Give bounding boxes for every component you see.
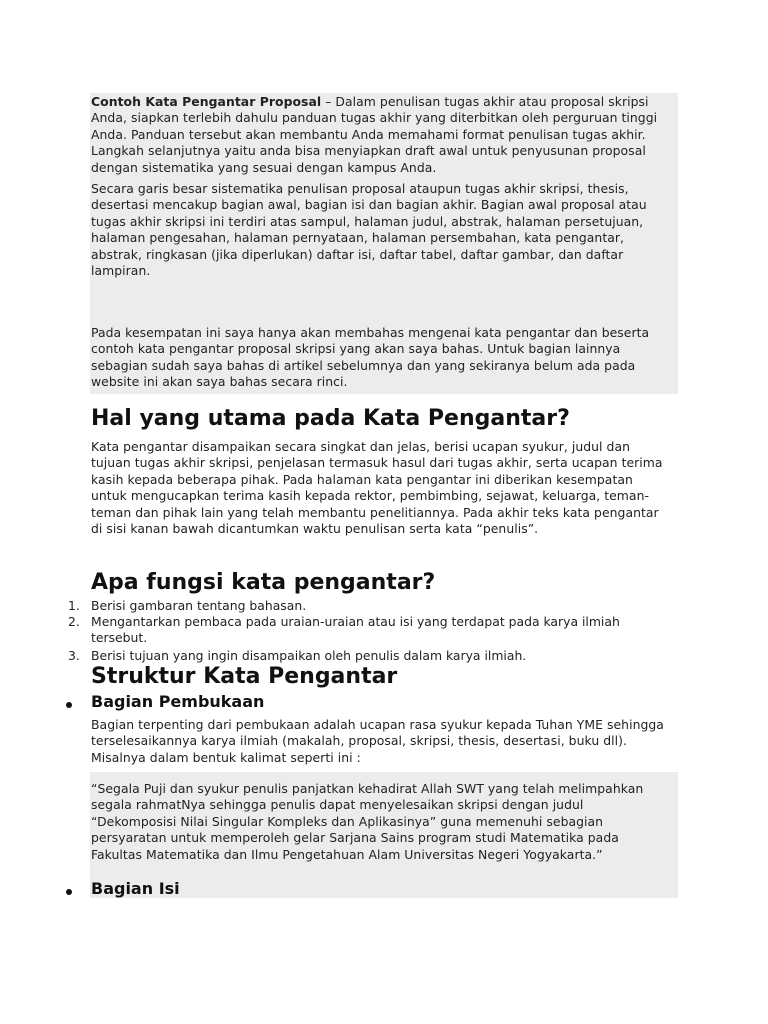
section-heading-hal-utama: Hal yang utama pada Kata Pengantar? [91, 406, 570, 431]
bullet-icon [66, 702, 72, 708]
example-quote: “Segala Puji dan syukur penulis panjatkan kehadirat Allah SWT yang telah melimpahkan segala rahmatNya sehingga penulis dapat menyelesaikan skripsi dengan judul “Dekomposisi Nilai Singular Kompleks dan Aplikasinya” guna memenuhi sebagian persyaratan untuk memperoleh gelar Sarjana Sains program studi Matematika pada Fakultas Matematika dan Ilmu Pengetahuan Alam Universitas Negeri Yogyakarta.” [91, 781, 644, 862]
intro-paragraph-2: Secara garis besar sistematika penulisan proposal ataupun tugas akhir skripsi, thesis, desertasi mencakup bagian awal, bagian isi dan bagian akhir. Bagian awal proposal atau tugas akhir skripsi ini terdiri atas sampul, halaman judul, abstrak, halaman persetujuan, halaman pengesahan, halaman pernyataan, halaman persembahan, kata pengantar, abstrak, ringkasan (jika diperlukan) daftar isi, daftar tabel, daftar gambar, dan daftar lampiran. [91, 181, 647, 279]
list-number: 1. [68, 598, 80, 613]
list-item: Berisi tujuan yang ingin disampaikan oleh penulis dalam karya ilmiah. [91, 648, 527, 663]
section-heading-struktur: Struktur Kata Pengantar [91, 664, 398, 689]
list-number: 3. [68, 648, 80, 663]
lead-title: Contoh Kata Pengantar Proposal [91, 94, 322, 109]
section-heading-fungsi: Apa fungsi kata pengantar? [91, 570, 436, 595]
intro-lead-text: – Dalam penulisan tugas akhir atau proposal skripsi Anda, siapkan terlebih dahulu panduan tugas akhir yang diterbitkan oleh perguruan tinggi Anda. Panduan tersebut akan membantu Anda memahami format penulisan tugas akhir. Langkah selanjutnya yaitu anda bisa menyiapkan draft awal untuk penyusunan proposal dengan sistematika yang sesuai dengan kampus Anda. [91, 94, 658, 175]
list-number: 2. [68, 614, 80, 629]
pembukaan-body: Bagian terpenting dari pembukaan adalah ucapan rasa syukur kepada Tuhan YME sehingga terselesaikannya karya ilmiah (makalah, proposal, skripsi, thesis, desertasi, buku dll). Misalnya dalam bentuk kalimat seperti ini : [91, 717, 664, 765]
list-item: Mengantarkan pembaca pada uraian-uraian atau isi yang terdapat pada karya ilmiah tersebut. [91, 614, 620, 646]
intro-paragraph-1 [91, 94, 671, 176]
subheading-isi: Bagian Isi [91, 879, 180, 898]
intro-paragraph-3: Pada kesempatan ini saya hanya akan membahas mengenai kata pengantar dan beserta contoh kata pengantar proposal skripsi yang akan saya bahas. Untuk bagian lainnya sebagian sudah saya bahas di artikel sebelumnya dan yang sekiranya belum ada pada website ini akan saya bahas secara rinci. [91, 325, 650, 390]
subheading-pembukaan: Bagian Pembukaan [91, 692, 265, 711]
section1-body: Kata pengantar disampaikan secara singkat dan jelas, berisi ucapan syukur, judul dan tujuan tugas akhir skripsi, penjelasan termasuk hasul dari tugas akhir, serta ucapan terima kasih kepada beberapa pihak. Pada halaman kata pengantar ini diberikan kesempatan untuk mengucapkan terima kasih kepada rektor, pembimbing, sejawat, keluarga, teman-teman dan pihak lain yang telah membantu penelitiannya. Pada akhir teks kata pengantar di sisi kanan bawah dicantumkan waktu penulisan serta kata “penulis”. [91, 439, 663, 537]
bullet-icon [66, 889, 72, 895]
list-item: Berisi gambaran tentang bahasan. [91, 598, 307, 613]
